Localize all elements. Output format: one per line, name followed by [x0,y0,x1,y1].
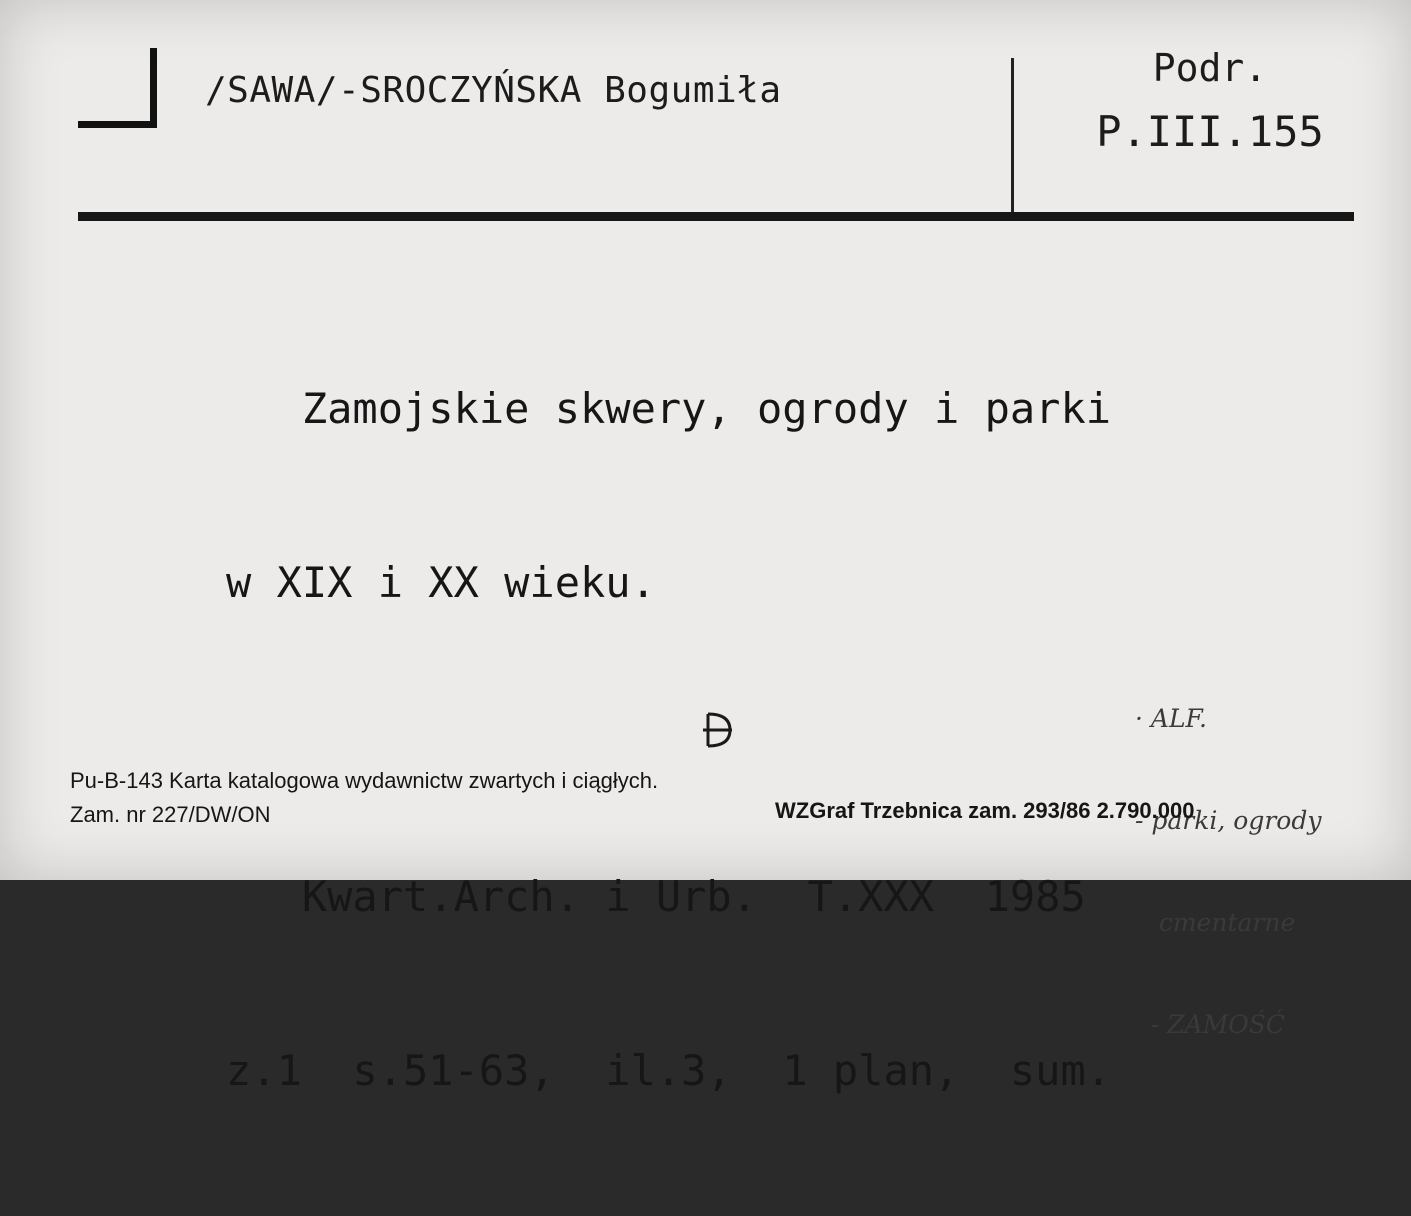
handwritten-note [1135,634,1321,1110]
footer-form-info [70,764,658,832]
signature-line-1: Podr. [1152,46,1268,90]
entry-text [226,264,1111,1216]
library-stamp-icon [700,710,734,750]
corner-mark [78,48,158,128]
order-line: Zam. nr 227/DW/ON [70,802,271,827]
source-line-2: z.1 s.51-63, il.3, 1 plan, sum. [226,1046,1112,1095]
header-divider [1011,58,1014,218]
handnote-line-1: · ALF. [1135,704,1207,733]
shelf-signature [1030,40,1390,162]
source-line-1: Kwart.Arch. i Urb. T.XXX 1985 [226,872,1086,921]
handnote-line-3: cmentarne [1135,908,1296,937]
title-line-1: Zamojskie skwery, ogrody i parki [226,384,1112,433]
handnote-line-2: - parki, ogrody [1135,806,1322,835]
form-line: Pu-B-143 Karta katalogowa wydawnictw zwartych i ciągłych. [70,768,659,793]
signature-line-2: P.III.155 [1096,107,1324,156]
printer-info: WZGraf Trzebnica zam. 293/86 2.790.000 [775,798,1195,823]
header-rule [78,212,1354,221]
title-line-2: w XIX i XX wieku. [226,558,656,607]
handnote-line-4: - ZAMOŚĆ [1135,1010,1286,1039]
author-name: /SAWA/-SROCZYŃSKA Bogumiła [205,70,782,111]
